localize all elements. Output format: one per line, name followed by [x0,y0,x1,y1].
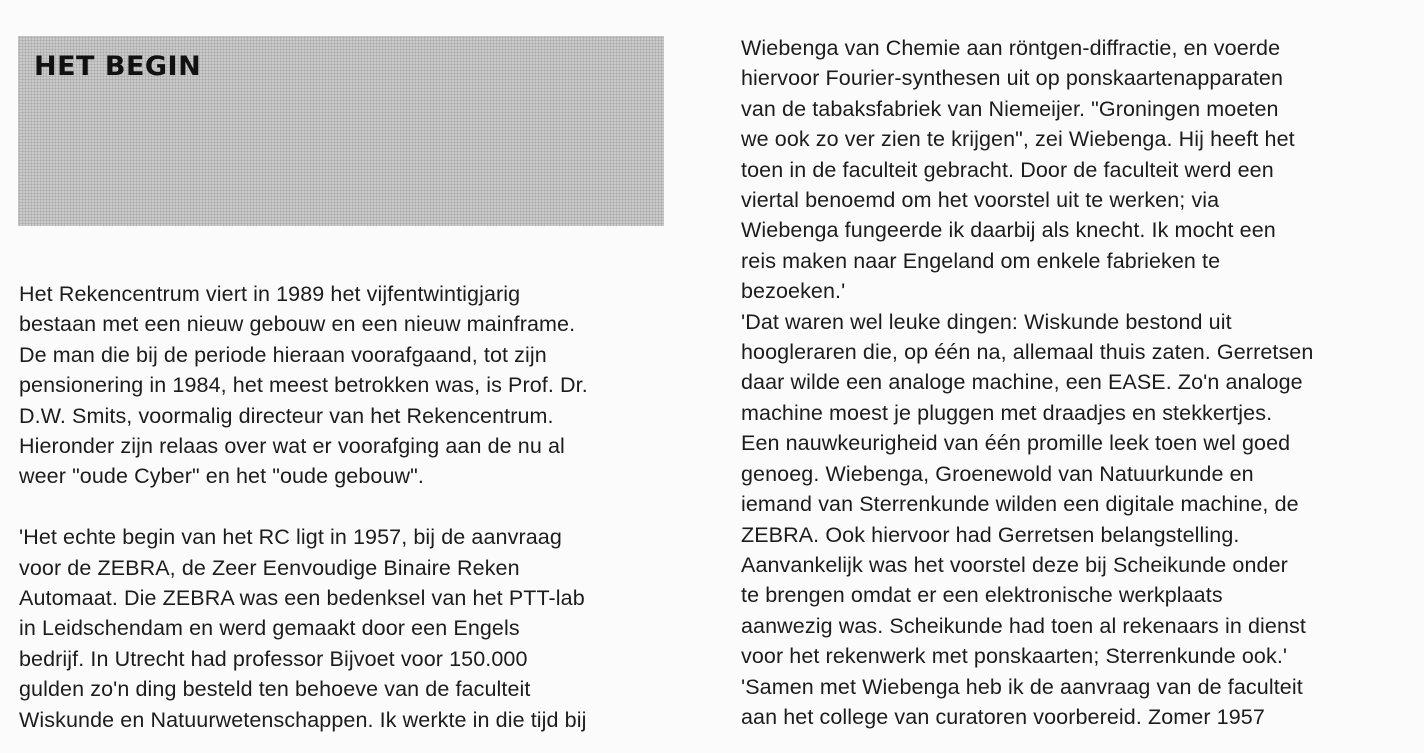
text-line: hiervoor Fourier-synthesen uit op ponskaartenapparaten [741,66,1284,91]
text-line: bestaan met een nieuw gebouw en een nieuw mainframe. [19,312,576,337]
text-line: Wiskunde en Natuurwetenschappen. Ik werkte in die tijd bij [19,707,587,732]
text-line: daar wilde een analoge machine, een EASE. Zo'n analoge [741,370,1303,395]
text-line: Wiebenga fungeerde ik daarbij als knecht. Ik mocht een [741,218,1276,243]
text-line: ZEBRA. Ook hiervoor had Gerretsen belangstelling. [741,522,1240,547]
text-line: Een nauwkeurigheid van één promille leek toen wel goed [741,431,1291,456]
text-line: te brengen omdat er een elektronische werkplaats [741,583,1223,608]
text-line: hoogleraren die, op één na, allemaal thuis zaten. Gerretsen [741,340,1314,365]
text-line: Aanvankelijk was het voorstel deze bij Scheikunde onder [741,552,1288,577]
text-line: van de tabaksfabriek van Niemeijer. "Groningen moeten [741,96,1279,121]
text-line: Automaat. Die ZEBRA was een bedenksel van het PTT-lab [19,586,585,611]
intro-paragraph [19,279,699,492]
paragraph-gap [19,492,699,522]
quote-paragraph [19,522,699,735]
text-line: D.W. Smits, voormalig directeur van het Rekencentrum. [19,403,554,428]
text-line: in Leidschendam en werd gemaakt door een Engels [19,616,520,641]
left-column [19,279,699,735]
text-line: genoeg. Wiebenga, Groenewold van Natuurkunde en [741,461,1254,486]
right-column [741,33,1421,732]
text-line: voor het rekenwerk met ponskaarten; Sterrenkunde ook.' [741,644,1288,669]
text-line: viertal benoemd om het voorstel uit te werken; via [741,188,1220,213]
text-line: machine moest je pluggen met draadjes en stekkertjes. [741,400,1273,425]
text-line: iemand van Sterrenkunde wilden een digitale machine, de [741,492,1299,517]
text-line: 'Het echte begin van het RC ligt in 1957, bij de aanvraag [19,525,562,550]
text-line: bezoeken.' [741,279,846,304]
text-line: bedrijf. In Utrecht had professor Bijvoet voor 150.000 [19,646,528,671]
text-line: reis maken naar Engeland om enkele fabrieken te [741,248,1221,273]
text-line: 'Samen met Wiebenga heb ik de aanvraag van de faculteit [741,674,1303,699]
text-line: we ook zo ver zien te krijgen", zei Wiebenga. Hij heeft het [741,127,1295,152]
text-line: aan het college van curatoren voorbereid. Zomer 1957 [741,704,1265,729]
text-line: De man die bij de periode hieraan voorafgaand, tot zijn [19,342,547,367]
text-line: Het Rekencentrum viert in 1989 het vijfentwintigjarig [19,282,521,306]
text-line: Hieronder zijn relaas over wat er voorafging aan de nu al [19,434,565,459]
section-heading: HET BEGIN [34,51,202,82]
text-line: toen in de faculteit gebracht. Door de faculteit werd een [741,157,1274,182]
text-line: voor de ZEBRA, de Zeer Eenvoudige Binaire Reken [19,555,520,580]
text-line: pensionering in 1984, het meest betrokken was, is Prof. Dr. [19,373,588,398]
text-line: Wiebenga van Chemie aan röntgen-diffractie, en voerde [741,36,1281,60]
heading-box [18,36,664,226]
text-line: aanwezig was. Scheikunde had toen al rekenaars in dienst [741,613,1306,638]
text-line: weer "oude Cyber" en het "oude gebouw". [19,464,424,489]
text-line: gulden zo'n ding besteld ten behoeve van de faculteit [19,677,531,702]
text-line: 'Dat waren wel leuke dingen: Wiskunde bestond uit [741,309,1232,334]
